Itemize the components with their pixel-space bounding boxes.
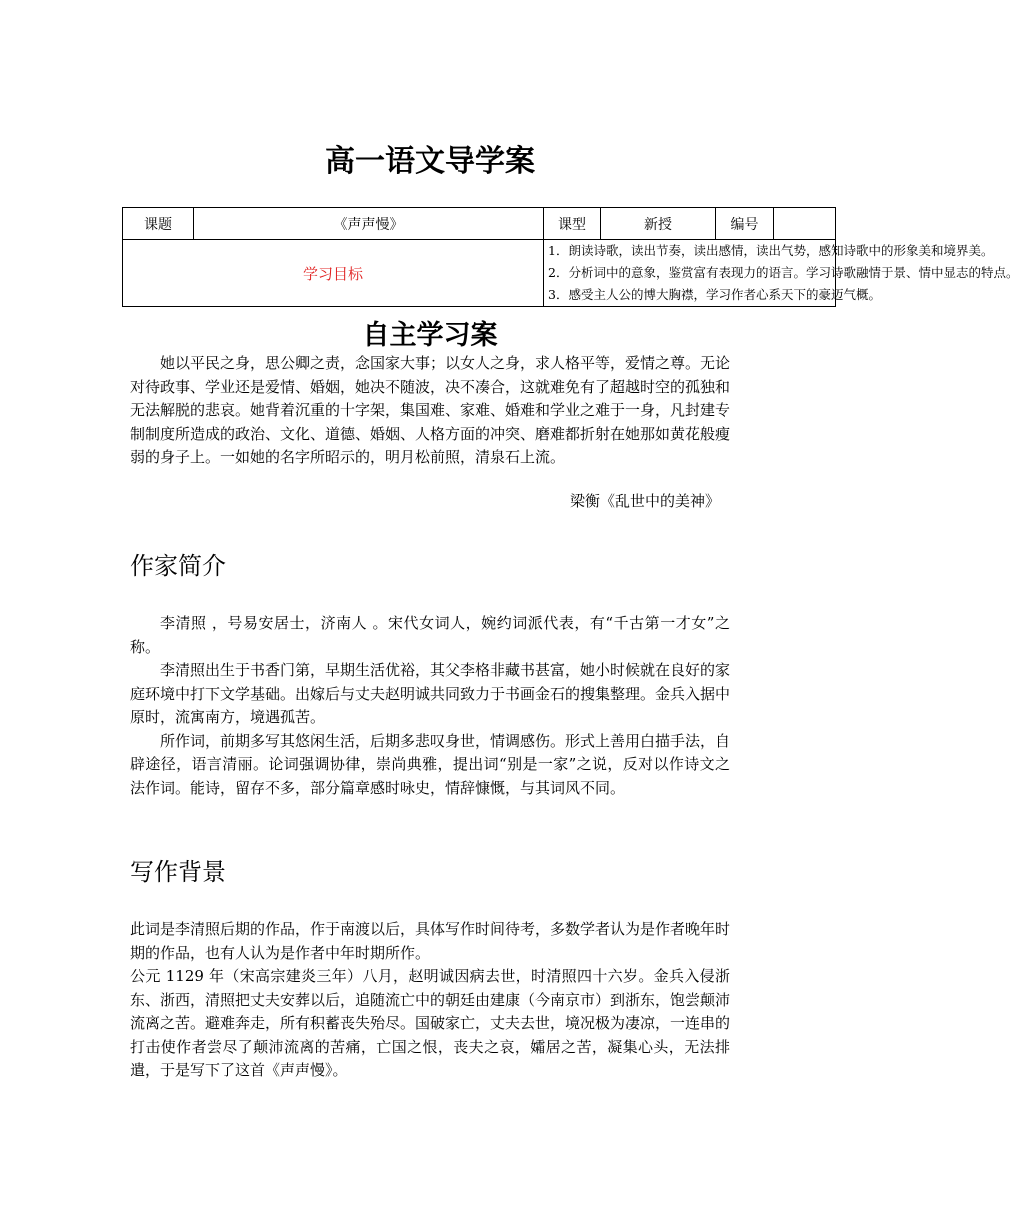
number-value xyxy=(774,208,836,240)
goals-label: 学习目标 xyxy=(123,240,544,307)
intro-paragraph xyxy=(130,352,730,470)
author-paragraph: 李清照 ，号易安居士，济南人 。宋代女词人，婉约词派代表，有“千古第一才女”之称。 xyxy=(130,614,730,656)
intro-text: 她以平民之身，思公卿之责，念国家大事；以女人之身，求人格平等，爱情之尊。无论对待政事、学业还是爱情、婚姻，她决不随波，决不凑合，这就难免有了超越时空的孤独和无法解脱的悲哀。她背着沉重的十字架，集国难、家难、婚难和学业之难于一身，凡封建专制制度所造成的政治、文化、道德、婚姻、人格方面的冲突、磨难都折射在她那如黄花般瘦弱的身子上。一如她的名字所昭示的，明月松前照，清泉石上流。 xyxy=(130,354,731,466)
author-section xyxy=(130,612,730,800)
info-row-topic xyxy=(123,208,836,240)
goal-item: 3．感受主人公的博大胸襟，学习作者心系天下的豪迈气概。 xyxy=(548,287,881,302)
author-paragraph: 李清照出生于书香门第，早期生活优裕，其父李格非藏书甚富，她小时候就在良好的家庭环境中打下文学基础。出嫁后与丈夫赵明诚共同致力于书画金石的搜集整理。金兵入据中原时，流寓南方，境遇孤苦。 xyxy=(130,661,731,726)
info-table xyxy=(122,207,1018,307)
topic-label: 课题 xyxy=(123,208,194,240)
topic-value: 《声声慢》 xyxy=(194,208,544,240)
page-title: 高一语文导学案 xyxy=(325,144,535,179)
type-value: 新授 xyxy=(601,208,716,240)
number-label: 编号 xyxy=(716,208,774,240)
background-paragraph: 公元 1129 年（宋高宗建炎三年）八月，赵明诚因病去世，时清照四十六岁。金兵入侵浙东、浙西，清照把丈夫安葬以后，追随流亡中的朝廷由建康（今南京市）到浙东，饱尝颠沛流离之苦。避难奔走，所有积蓄丧失殆尽。国破家亡，丈夫去世，境况极为凄凉，一连串的打击使作者尝尽了颠沛流离的苦痛，亡国之恨，丧夫之哀，孀居之苦，凝集心头，无法排遣，于是写下了这首《声声慢》。 xyxy=(130,967,731,1079)
background-section xyxy=(130,918,730,1083)
goal-item: 2．分析词中的意象，鉴赏富有表现力的语言。学习诗歌融情于景、情中显志的特点。 xyxy=(548,265,1018,280)
intro-quote: 梁衡《乱世中的美神》 xyxy=(569,492,720,510)
author-paragraph: 所作词，前期多写其悠闲生活，后期多悲叹身世，情调感伤。形式上善用白描手法，自辟途径，语言清丽。论词强调协律，崇尚典雅，提出词“别是一家”之说，反对以作诗文之法作词。能诗，留存不多，部分篇章感时咏史，情辞慷慨，与其词风不同。 xyxy=(130,731,731,797)
background-paragraph: 此词是李清照后期的作品，作于南渡以后，具体写作时间待考，多数学者认为是作者晚年时期的作品，也有人认为是作者中年时期所作。 xyxy=(130,920,731,962)
info-row-goals xyxy=(123,240,836,307)
type-label: 课型 xyxy=(544,208,601,240)
author-heading: 作家简介 xyxy=(130,552,226,580)
self-study-heading: 自主学习案 xyxy=(362,320,498,351)
goal-item: 1．朗读诗歌，读出节奏，读出感情，读出气势，感知诗歌中的形象美和境界美。 xyxy=(548,243,994,258)
background-heading: 写作背景 xyxy=(130,858,226,886)
goals-list xyxy=(544,240,1018,307)
